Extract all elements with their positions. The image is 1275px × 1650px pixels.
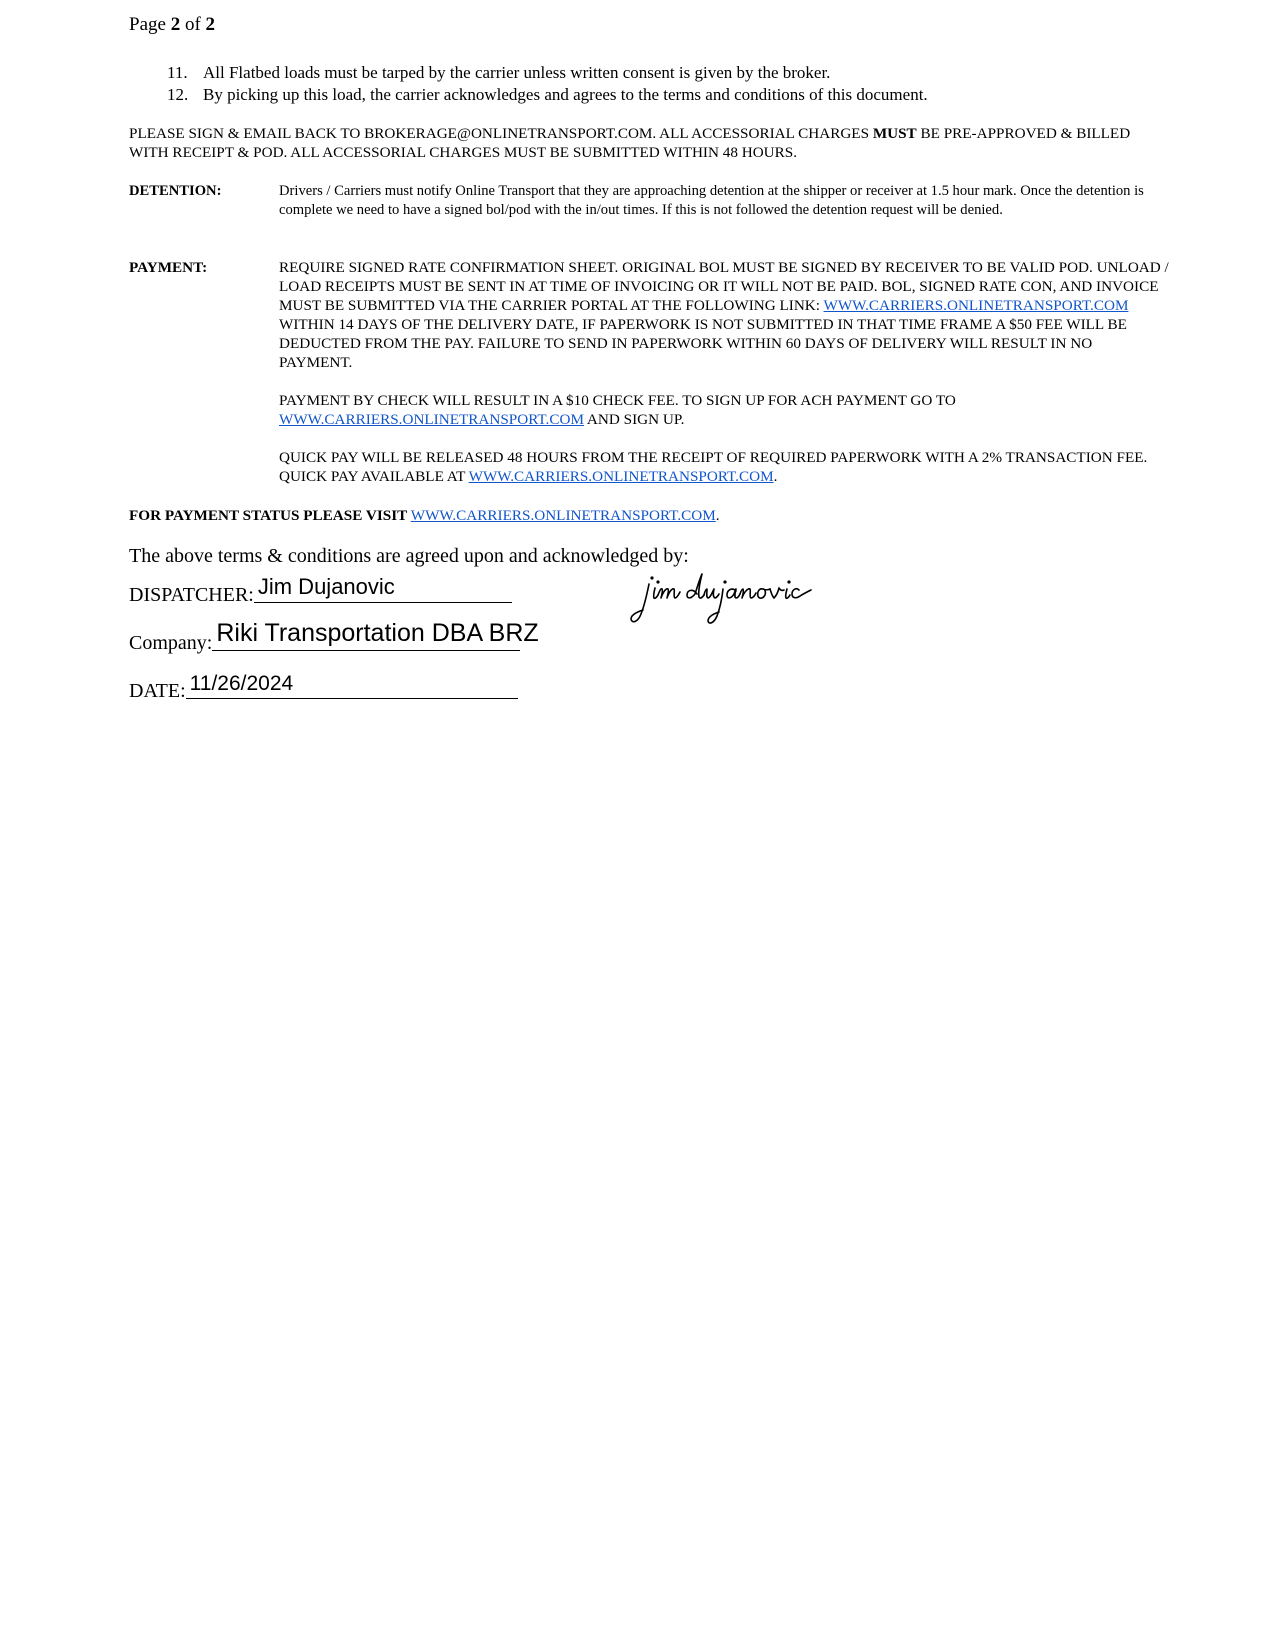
dispatcher-label: DISPATCHER: <box>129 584 254 606</box>
company-input[interactable] <box>212 619 539 651</box>
payment-body <box>279 258 1169 486</box>
payment-text: REQUIRE SIGNED RATE CONFIRMATION SHEET. ORIGINAL BOL MUST BE SIGNED BY RECEIVER TO BE VALID POD. UNLOAD / LOAD RECEIPTS MUST BE SENT IN AT TIME OF INVOICING OR IT WILL NOT BE PAID. BOL, SIGNED RATE CON, AND INVOICE MUST BE SUBMITTED VIA THE CARRIER PORTAL AT THE FOLLOWING LINK: <box>279 259 1169 314</box>
notice-text-2: BE PRE-APPROVED & BILLED WITH RECEIPT & POD. ALL ACCESSORIAL CHARGES MUST BE SUBMITTED WITHIN 48 HOURS. <box>129 125 1131 161</box>
payment-label: PAYMENT: <box>129 259 208 276</box>
payment-paragraph-2 <box>279 391 1169 429</box>
dispatcher-input[interactable] <box>254 574 512 603</box>
date-value: 11/26/2024 <box>189 672 294 695</box>
dispatcher-value: Jim Dujanovic <box>257 574 395 599</box>
payment-text: . <box>773 468 778 485</box>
payment-text: WITHIN 14 DAYS OF THE DELIVERY DATE, IF PAPERWORK IS NOT SUBMITTED IN THAT TIME FRAME A $50 FEE WILL BE DEDUCTED FROM THE PAY. FAILURE TO SEND IN PAPERWORK WITHIN 60 DAYS OF DELIVERY WILL RESULT IN NO PAYMENT. <box>279 316 1127 371</box>
date-field <box>129 672 518 703</box>
page-number-middle: of <box>180 14 206 35</box>
detention-text: Drivers / Carriers must notify Online Transport that they are approaching detention at the shipper or receiver at 1.5 hour mark. Once the detention is complete we need to have a signed bol/pod with the in/out times. If this is not followed the detention request will be denied. <box>279 183 1144 218</box>
term-text: By picking up this load, the carrier acknowledges and agrees to the terms and conditions of this document. <box>203 85 928 104</box>
dispatcher-field <box>129 574 512 607</box>
carrier-portal-link[interactable]: WWW.CARRIERS.ONLINETRANSPORT.COM <box>823 297 1129 314</box>
payment-paragraph-1 <box>279 258 1169 372</box>
page-number-total: 2 <box>205 14 216 35</box>
payment-section <box>129 258 1169 486</box>
acknowledgement-text: The above terms & conditions are agreed upon and acknowledged by: <box>129 545 689 567</box>
company-value: Riki Transportation DBA BRZ <box>216 619 539 647</box>
payment-status-link[interactable]: WWW.CARRIERS.ONLINETRANSPORT.COM <box>410 507 716 524</box>
payment-paragraph-3 <box>279 448 1169 486</box>
company-label: Company: <box>129 632 213 654</box>
terms-list <box>167 62 1227 106</box>
ach-signup-link[interactable]: WWW.CARRIERS.ONLINETRANSPORT.COM <box>279 411 584 428</box>
detention-section <box>129 182 1169 220</box>
page-number-current: 2 <box>170 14 181 35</box>
payment-text: QUICK PAY WILL BE RELEASED 48 HOURS FROM THE RECEIPT OF REQUIRED PAPERWORK WITH A 2% TRANSACTION FEE. QUICK PAY AVAILABLE AT <box>279 449 1148 485</box>
page-number-prefix: Page <box>129 14 171 35</box>
company-field <box>129 619 539 655</box>
notice-bold: MUST <box>872 125 917 142</box>
page-number <box>129 14 215 36</box>
term-number: 11. <box>167 63 188 82</box>
term-text: All Flatbed loads must be tarped by the carrier unless written consent is given by the broker. <box>203 63 831 82</box>
detention-label: DETENTION: <box>129 183 222 199</box>
term-item <box>167 62 1227 84</box>
quick-pay-link[interactable]: WWW.CARRIERS.ONLINETRANSPORT.COM <box>468 468 774 485</box>
payment-status-label: FOR PAYMENT STATUS PLEASE VISIT <box>129 507 411 524</box>
signing-notice <box>129 124 1164 162</box>
term-number: 12. <box>167 85 189 104</box>
handwritten-signature <box>627 572 867 628</box>
term-item <box>167 84 1227 106</box>
date-label: DATE: <box>129 680 186 702</box>
payment-text: PAYMENT BY CHECK WILL RESULT IN A $10 CHECK FEE. TO SIGN UP FOR ACH PAYMENT GO TO <box>279 392 956 409</box>
date-input[interactable] <box>186 672 518 699</box>
payment-text: AND SIGN UP. <box>583 411 685 428</box>
notice-text-1: PLEASE SIGN & EMAIL BACK TO BROKERAGE@ONLINETRANSPORT.COM. ALL ACCESSORIAL CHARGES <box>129 125 873 142</box>
payment-status <box>129 506 720 525</box>
payment-status-period: . <box>715 507 720 524</box>
